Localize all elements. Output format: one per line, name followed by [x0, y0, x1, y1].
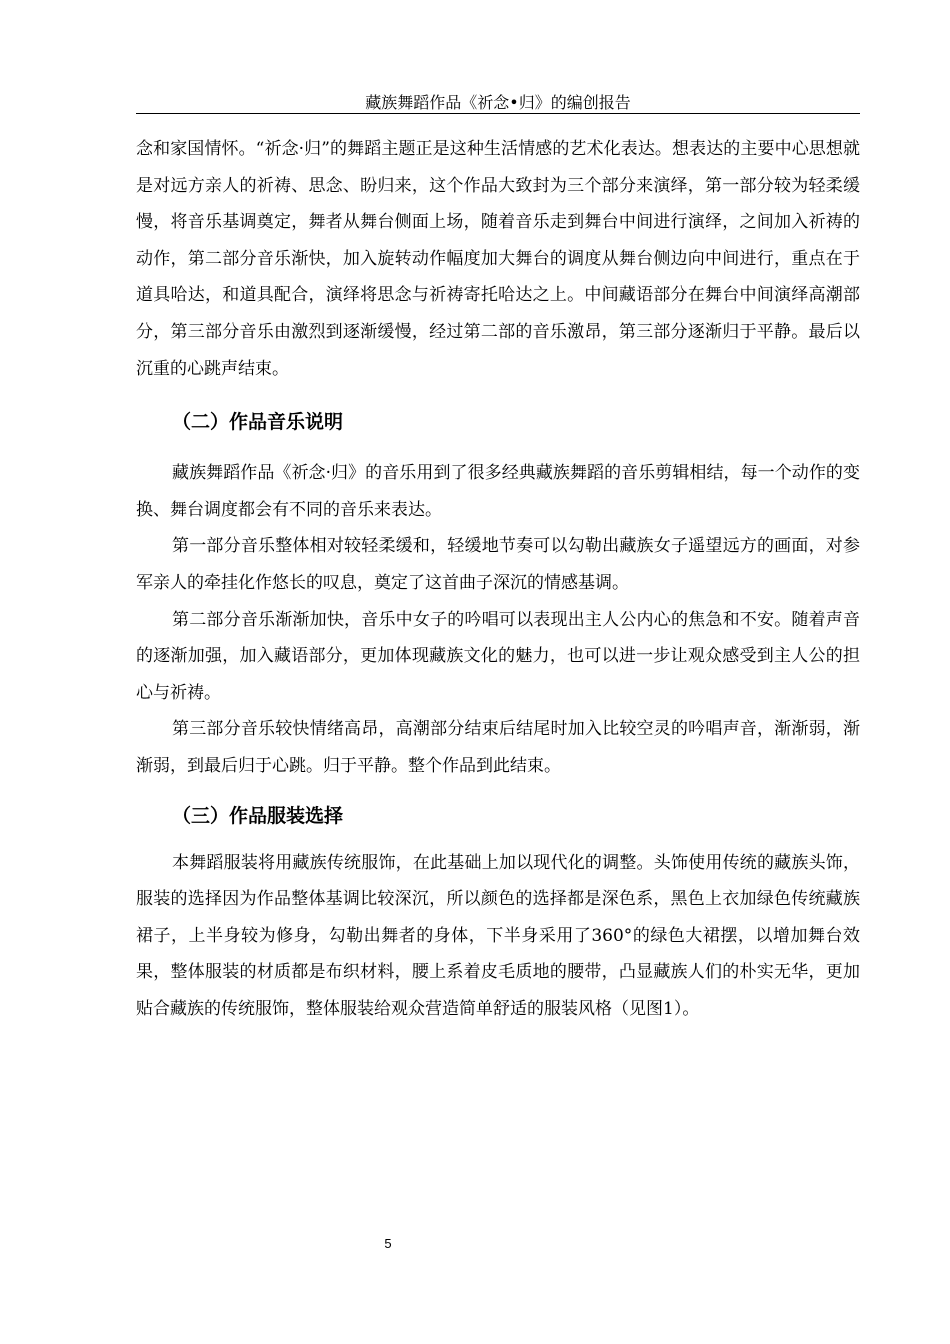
music-paragraph-3: 第二部分音乐渐渐加快，音乐中女子的吟唱可以表现出主人公内心的焦急和不安。随着声音的逐渐加强，加入藏语部分，更加体现藏族文化的魅力，也可以进一步让观众感受到主人公的担心与祈祷。	[136, 609, 860, 703]
header-rule	[136, 113, 860, 114]
page-number: 5	[384, 1236, 392, 1251]
section-heading-costume: （三）作品服装选择	[172, 804, 344, 827]
intro-paragraph: 念和家国情怀。“祈念·归”的舞蹈主题正是这种生活情感的艺术化表达。想表达的主要中心思想就是对远方亲人的祈祷、思念、盼归来，这个作品大致封为三个部分来演绎，第一部分较为轻柔缓慢，将音乐基调奠定，舞者从舞台侧面上场，随着音乐走到舞台中间进行演绎，之间加入祈祷的动作，第二部分音乐渐快，加入旋转动作幅度加大舞台的调度从舞台侧边向中间进行，重点在于道具哈达，和道具配合，演绎将思念与祈祷寄托哈达之上。中间藏语部分在舞台中间演绎高潮部分，第三部分音乐由激烈到逐渐缓慢，经过第二部的音乐激昂，第三部分逐渐归于平静。最后以沉重的心跳声结束。	[136, 139, 860, 379]
costume-paragraph-1: 本舞蹈服装将用藏族传统服饰，在此基础上加以现代化的调整。头饰使用传统的藏族头饰，服装的选择因为作品整体基调比较深沉，所以颜色的选择都是深色系，黑色上衣加绿色传统藏族裙子，上半身较为修身，勾勒出舞者的身体，下半身采用了360°的绿色大裙摆，以增加舞台效果，整体服装的材质都是布织材料，腰上系着皮毛质地的腰带，凸显藏族人们的朴实无华，更加贴合藏族的传统服饰，整体服装给观众营造简单舒适的服装风格（见图1）。	[136, 852, 860, 1019]
page-body	[136, 131, 860, 1027]
running-header: 藏族舞蹈作品《祈念•归》的编创报告	[365, 93, 631, 112]
music-paragraph-4: 第三部分音乐较快情绪高昂，高潮部分结束后结尾时加入比较空灵的吟唱声音，渐渐弱，渐渐弱，到最后归于心跳。归于平静。整个作品到此结束。	[136, 719, 860, 776]
music-paragraph-1: 藏族舞蹈作品《祈念·归》的音乐用到了很多经典藏族舞蹈的音乐剪辑相结，每一个动作的变换、舞台调度都会有不同的音乐来表达。	[136, 463, 860, 520]
section-heading-music: （二）作品音乐说明	[172, 411, 344, 434]
music-paragraph-2: 第一部分音乐整体相对较轻柔缓和，轻缓地节奏可以勾勒出藏族女子遥望远方的画面，对参军亲人的牵挂化作悠长的叹息，奠定了这首曲子深沉的情感基调。	[136, 536, 860, 593]
